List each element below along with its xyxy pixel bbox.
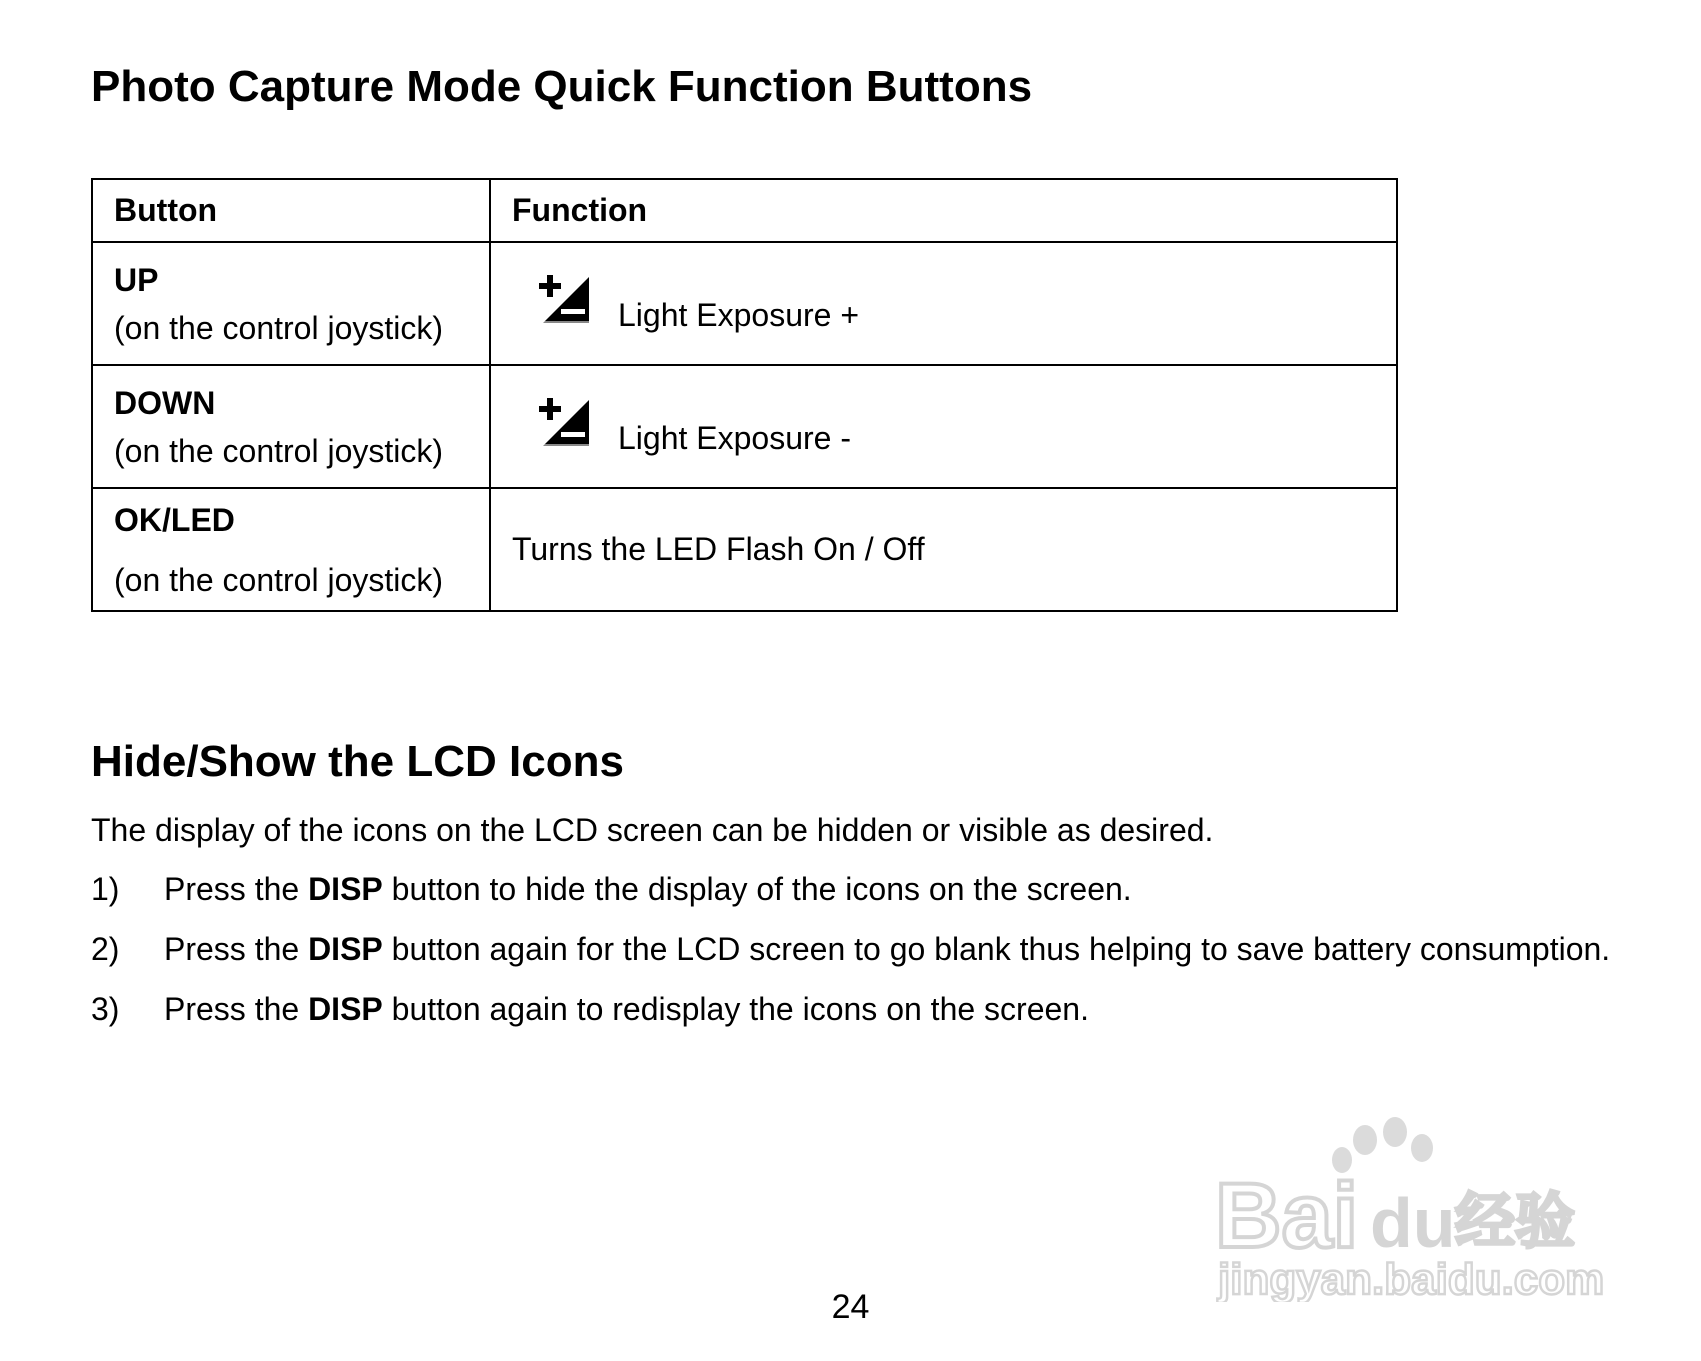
- step-text: Press the DISP button to hide the display of the icons on the screen.: [164, 871, 1132, 907]
- step-number: 1): [91, 871, 120, 907]
- disp-button-label: DISP: [308, 991, 383, 1027]
- disp-button-label: DISP: [308, 871, 383, 907]
- table-header-row: [92, 179, 1397, 242]
- button-note: (on the control joystick): [114, 432, 444, 469]
- button-note: (on the control joystick): [114, 561, 444, 598]
- function-cell: [490, 365, 1397, 488]
- column-header-button: Button: [92, 179, 490, 242]
- button-cell: [92, 242, 490, 365]
- svg-text:经验: 经验: [1455, 1187, 1575, 1257]
- section-intro: The display of the icons on the LCD screen can be hidden or visible as desired.: [91, 812, 1214, 848]
- table-row: [92, 488, 1397, 611]
- button-cell: [92, 488, 490, 611]
- table-row: [92, 365, 1397, 488]
- button-name: DOWN: [114, 384, 216, 421]
- column-header-function: Function: [490, 179, 1397, 242]
- svg-text:du: du: [1370, 1184, 1456, 1262]
- function-text: Light Exposure +: [618, 297, 860, 333]
- function-text: Turns the LED Flash On / Off: [512, 531, 925, 567]
- function-text: Light Exposure -: [618, 420, 852, 456]
- step-text: Press the DISP button again to redisplay the icons on the screen.: [164, 991, 1089, 1027]
- exposure-compensation-icon: [535, 394, 593, 448]
- section-title: Hide/Show the LCD Icons: [91, 737, 624, 786]
- table-row: [92, 242, 1397, 365]
- svg-text:Bai: Bai: [1215, 1165, 1359, 1267]
- step-number: 2): [91, 931, 120, 967]
- disp-button-label: DISP: [308, 931, 383, 967]
- section-title: Photo Capture Mode Quick Function Buttons: [91, 62, 1033, 111]
- svg-text:jingyan.baidu.com: jingyan.baidu.com: [1218, 1255, 1605, 1302]
- function-cell: [490, 242, 1397, 365]
- button-note: (on the control joystick): [114, 309, 444, 346]
- button-cell: [92, 365, 490, 488]
- page-number: 24: [831, 1288, 870, 1326]
- function-cell: [490, 488, 1397, 611]
- step-number: 3): [91, 991, 120, 1027]
- baidu-watermark-logo: [1210, 1112, 1610, 1302]
- button-name: OK/LED: [114, 501, 235, 538]
- exposure-compensation-icon: [535, 271, 593, 325]
- step-text: Press the DISP button again for the LCD screen to go blank thus helping to save battery consumption.: [164, 931, 1611, 967]
- button-name: UP: [114, 261, 159, 298]
- quick-function-table: [91, 178, 1398, 612]
